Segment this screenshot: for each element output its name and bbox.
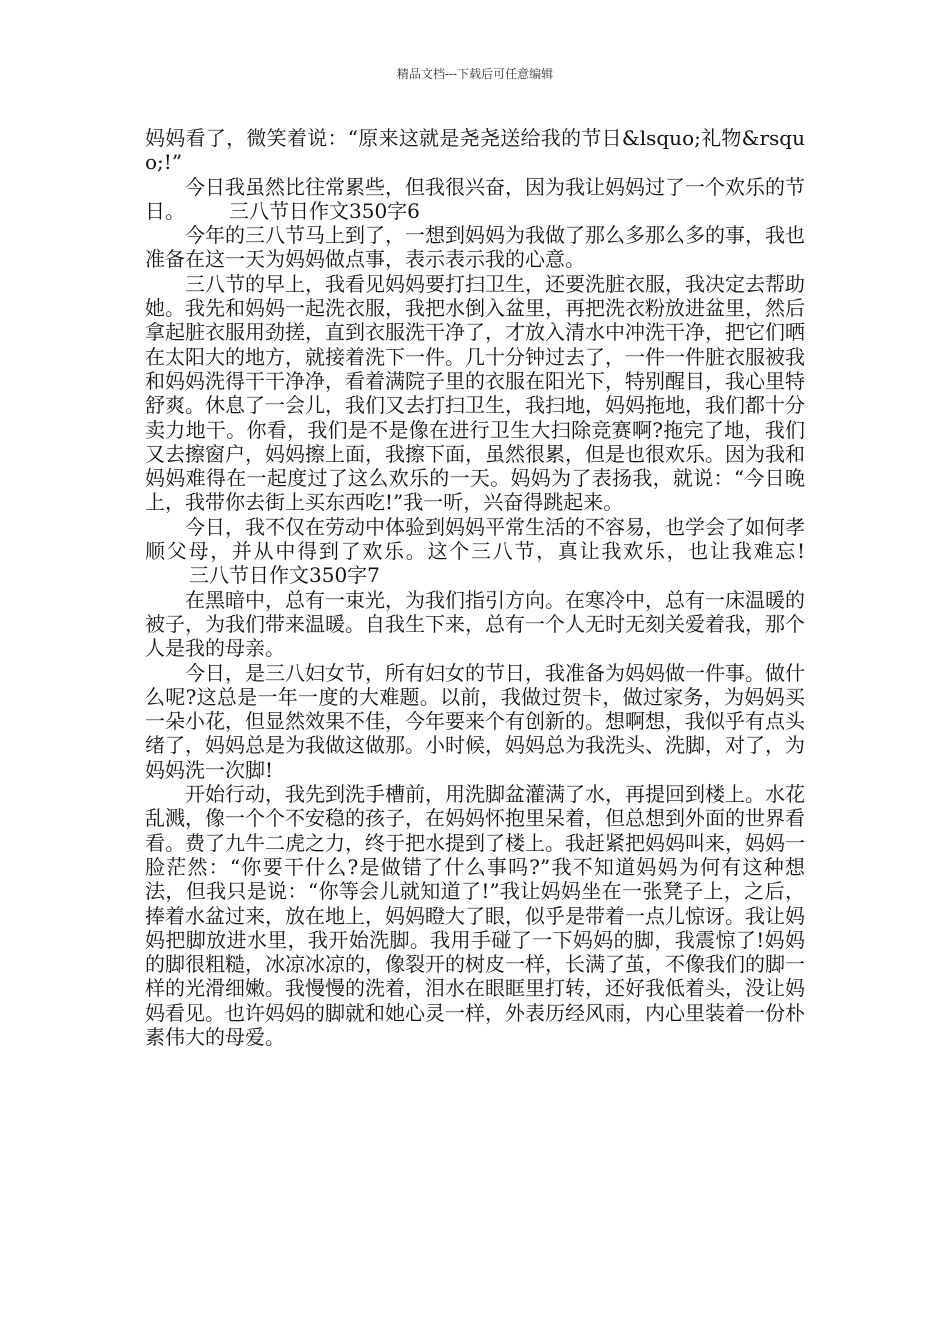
paragraph-text: 今日，是三八妇女节，所有妇女的节日，我准备为妈妈做一件事。做什么呢?这总是一年一度的大难题。以前，我做过贺卡，做过家务，为妈妈买一朵小花，但显然效果不佳，今年要来个有创新的。想啊想，我似乎有点头绪了，妈妈总是为我做这做那。小时候，妈妈总为我洗头、洗脚，对了，为妈妈洗一次脚! bbox=[145, 660, 805, 782]
paragraph bbox=[145, 223, 805, 272]
paragraph bbox=[145, 588, 805, 661]
paragraph bbox=[145, 515, 805, 588]
paragraph-text: 开始行动，我先到洗手槽前，用洗脚盆灌满了水，再提回到楼上。水花乱溅，像一个个不安稳的孩子，在妈妈怀抱里呆着，但总想到外面的世界看看。费了九牛二虎之力，终于把水提到了楼上。我赶紧把妈妈叫来，妈妈一脸茫然：“你要干什么?是做错了什么事吗?”我不知道妈妈为何有这种想法，但我只是说：“你等会儿就知道了!”我让妈妈坐在一张凳子上，之后，捧着水盆过来，放在地上，妈妈瞪大了眼，似乎是带着一点儿惊讶。我让妈妈把脚放进水里，我开始洗脚。我用手碰了一下妈妈的脚，我震惊了!妈妈的脚很粗糙，冰凉冰凉的，像裂开的树皮一样，长满了茧，不像我们的脚一样的光滑细嫩。我慢慢的洗着，泪水在眼眶里打转，还好我低着头，没让妈妈看见。也许妈妈的脚就和她心灵一样，外表历经风雨，内心里装着一份朴素伟大的母爱。 bbox=[145, 782, 805, 1049]
paragraph bbox=[145, 175, 805, 224]
paragraph-text: 今日，我不仅在劳动中体验到妈妈平常生活的不容易，也学会了如何孝顺父母，并从中得到了欢乐。这个三八节，真让我欢乐，也让我难忘! bbox=[145, 514, 805, 564]
paragraph-text: 妈妈看了，微笑着说：“原来这就是尧尧送给我的节日&lsquo;礼物&rsquo;!” bbox=[145, 126, 805, 175]
paragraph-text: 三八节的早上，我看见妈妈要打扫卫生，还要洗脏衣服，我决定去帮助她。我先和妈妈一起洗衣服，我把水倒入盆里，再把洗衣粉放进盆里，然后拿起脏衣服用劲搓，直到衣服洗干净了，才放入清水中冲洗干净，把它们晒在太阳大的地方，就接着洗下一件。几十分钟过去了，一件一件脏衣服被我和妈妈洗得干干净净，看着满院子里的衣服在阳光下，特别醒目，我心里特舒爽。休息了一会儿，我们又去打扫卫生，我扫地，妈妈拖地，我们都十分卖力地干。你看，我们是不是像在进行卫生大扫除竞赛啊?拖完了地，我们又去擦窗户，妈妈擦上面，我擦下面，虽然很累，但是也很欢乐。因为我和妈妈难得在一起度过了这么欢乐的一天。妈妈为了表扬我，就说：“今日晚上，我带你去街上买东西吃!”我一听，兴奋得跳起来。 bbox=[145, 271, 805, 515]
paragraph-text: 今日我虽然比往常累些，但我很兴奋，因为我让妈妈过了一个欢乐的节日。 bbox=[145, 174, 805, 223]
section-heading: 三八节日作文350字7 bbox=[189, 563, 380, 588]
section-heading: 三八节日作文350字6 bbox=[229, 198, 420, 223]
document-body bbox=[145, 126, 805, 1049]
paragraph bbox=[145, 126, 805, 175]
paragraph bbox=[145, 782, 805, 1049]
page-header: 精品文档---下载后可任意编辑 bbox=[396, 67, 554, 81]
paragraph-text: 今年的三八节马上到了，一想到妈妈为我做了那么多那么多的事，我也准备在这一天为妈妈做点事，表示表示我的心意。 bbox=[145, 223, 805, 272]
paragraph bbox=[145, 661, 805, 782]
paragraph bbox=[145, 272, 805, 515]
paragraph-text: 在黑暗中，总有一束光，为我们指引方向。在寒冷中，总有一床温暖的被子，为我们带来温暖。自我生下来，总有一个人无时无刻关爱着我，那个人是我的母亲。 bbox=[145, 587, 805, 661]
